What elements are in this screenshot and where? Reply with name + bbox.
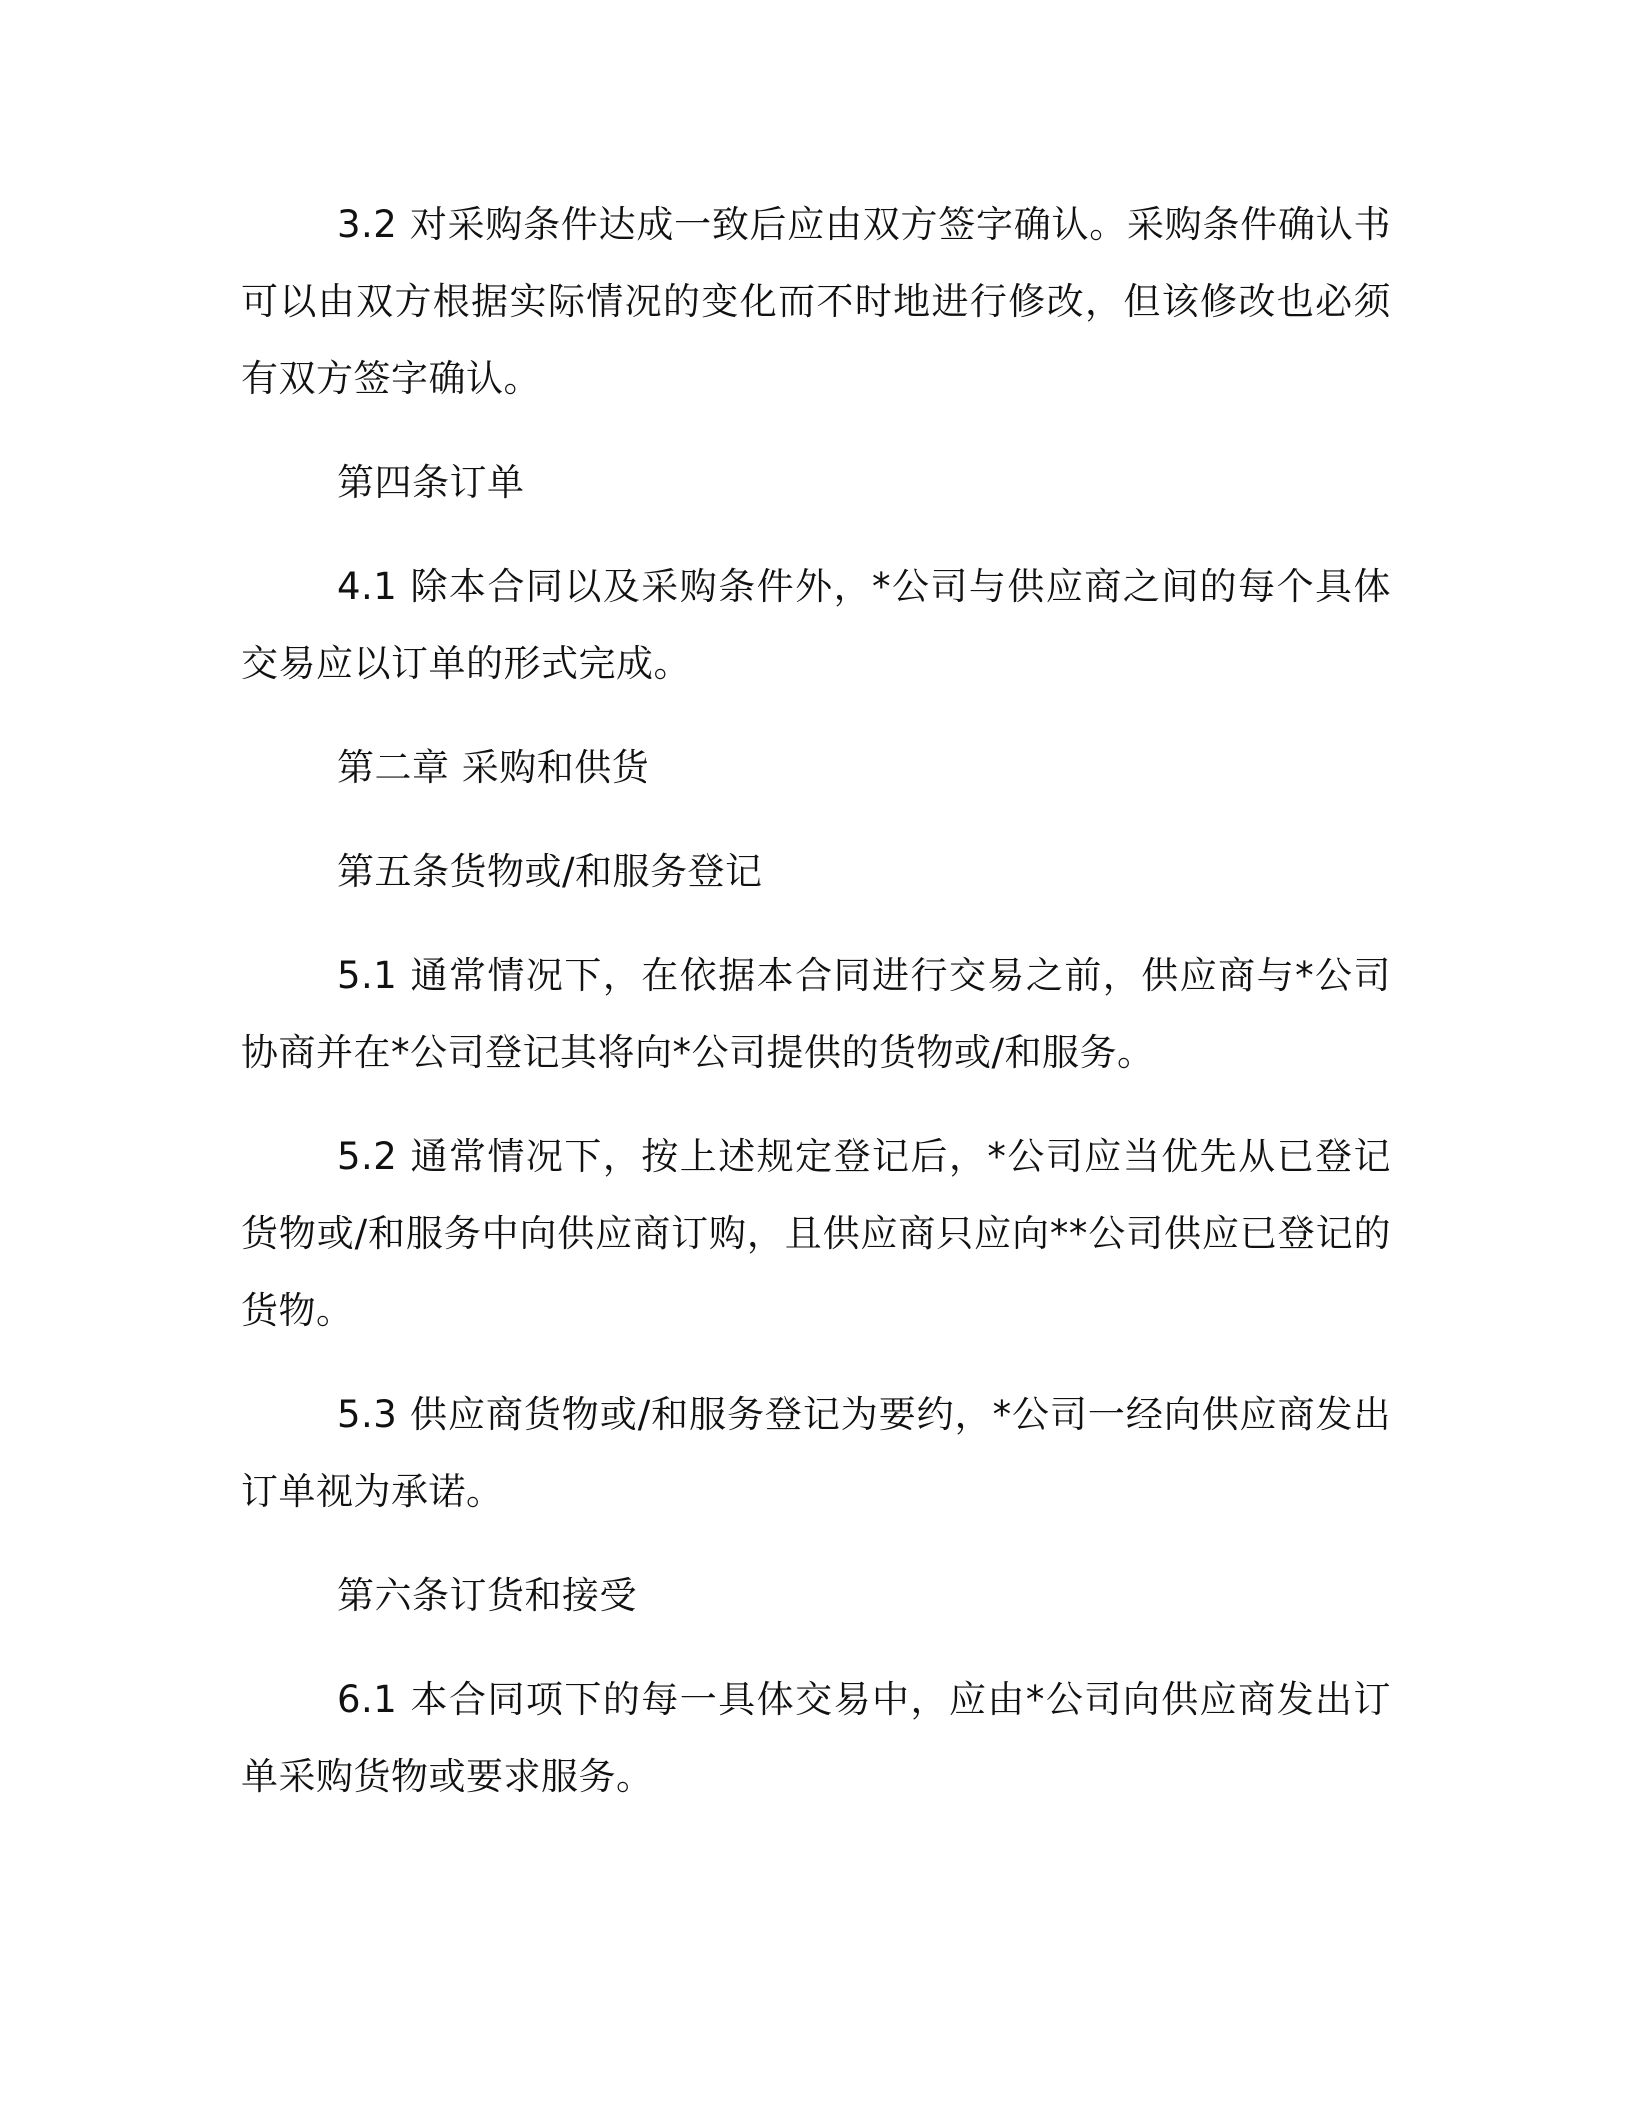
clause-5-2: 5.2 通常情况下，按上述规定登记后，*公司应当优先从已登记货物或/和服务中向供应商订购，且供应商只应向**公司供应已登记的货物。 [241,1135,1391,1332]
article-6-heading: 第六条订货和接受 [337,1574,637,1617]
clause-5-1: 5.1 通常情况下，在依据本合同进行交易之前，供应商与*公司协商并在*公司登记其将向*公司提供的货物或/和服务。 [241,954,1391,1074]
article-4-heading: 第四条订单 [337,461,525,504]
article-5-heading: 第五条货物或/和服务登记 [337,850,763,893]
document-page [241,186,1391,1842]
chapter-2-heading: 第二章 采购和供货 [337,746,650,789]
clause-3-2: 3.2 对采购条件达成一致后应由双方签字确认。采购条件确认书可以由双方根据实际情况的变化而不时地进行修改，但该修改也必须有双方签字确认。 [241,203,1391,400]
clause-5-3: 5.3 供应商货物或/和服务登记为要约，*公司一经向供应商发出订单视为承诺。 [241,1393,1391,1513]
clause-4-1: 4.1 除本合同以及采购条件外，*公司与供应商之间的每个具体交易应以订单的形式完成。 [241,565,1391,685]
clause-6-1: 6.1 本合同项下的每一具体交易中，应由*公司向供应商发出订单采购货物或要求服务。 [241,1678,1391,1798]
